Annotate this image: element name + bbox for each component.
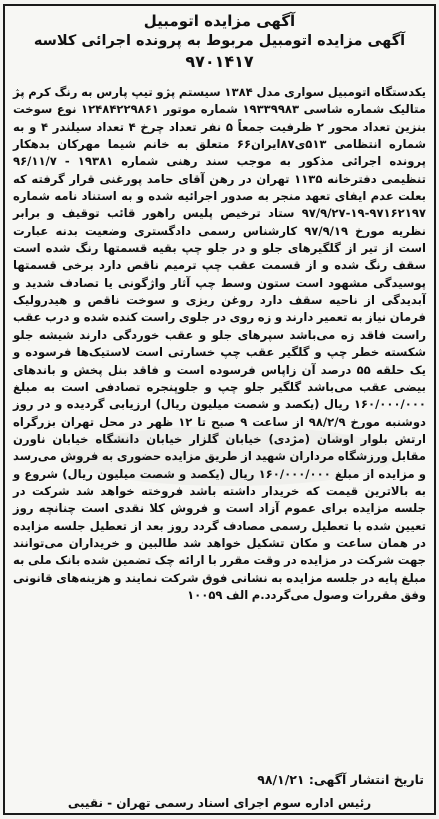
signature-line: رئیس اداره سوم اجرای اسناد رسمی تهران - نقیبی [67, 796, 372, 810]
notice-header [5, 6, 434, 72]
notice-title: آگهی مزایده اتومبیل [143, 12, 296, 30]
publish-date: تاریخ انتشار آگهی: ۹۸/۱/۲۱ [257, 772, 424, 787]
notice-paragraph: یکدستگاه اتومبیل سواری مدل ۱۳۸۴ سیستم پژو تیپ پارس به رنگ کرم پژ متالیک شماره شاسی ۱۹۳۳۹۹۸۳ شماره موتور ۱۲۴۸۴۲۲۹۸۶۱ نوع سوخت بنزین تعداد محور ۲ ظرفیت جمعاً ۵ نفر تعداد چرخ ۴ تعداد سیلندر ۴ و به شماره انتظامی ۵۱۳ی۸۷ایران۶۶ متعلق به خانم شیما مهرکان بدهکار پرونده اجرائی مذکور به موجب سند رهنی شماره ۱۹۳۸۱ - ۹۶/۱۱/۷ تنظیمی دفترخانه ۱۱۳۵ تهران در رهن آقای حامد پورغنی قرار گرفته که بعلت عدم ایفای تعهد منجر به صدور اجرائیه شده و به استناد نامه شماره ۹۷۱۶۲۱۹۷-۱۹-۹۷/۹/۲۷ ستاد ترخیص پلیس راهور قائب توقیف و برابر نظریه مورخ ۹۷/۹/۱۹ کارشناس رسمی دادگستری وضعیت بدنه عبارت است از تیر از گلگیرهای جلو و در جلو چپ بقیه قسمتها رنگ شده است سقف رنگ شده و از قسمت عقب چپ ترمیم ناقص دارد برخی قسمتها پوسیدگی مشهود است ستون وسط چپ آثار واژگونی یا تصادف شدید و آبدیدگی از ناحیه سقف دارد روغن ریزی و سوخت ناقص و هیدرولیک فرمان نیاز به تعمیر دارند و زه روی در جلوی راست کنده شده و درب عقب راست فاقد زه می‌باشد سپرهای جلو و عقب خوردگی دارند شیشه جلو شکسته خطر چپ و گلگیر عقب چپ خسارتی است لاستیک‌ها فرسوده و یک حلقه ۵۵ درصد آن زاپاس فرسوده است و فاقد بنل پخش و باندهای بیضی عقب می‌باشد گلگیر جلو چپ و جلوپنجره تصادفی است به مبلغ ۱۶۰/۰۰۰/۰۰۰ ریال (یکصد و شصت میلیون ریال) ارزیابی گردیده و در روز دوشنبه مورخ ۹۸/۲/۹ از ساعت ۹ صبح تا ۱۲ ظهر در محل تهران بزرگراه ارتش بلوار اوشان (مژدی) خیابان گلزار خیابان دانشگاه خیابان ناورن مقابل ورزشگاه مرداران شهید از طریق مزایده حضوری به فروش می‌رسد و مزایده از مبلغ ۱۶۰/۰۰۰/۰۰۰ ریال (یکصد و شصت میلیون ریال) شروع و به بالاترین قیمت که خریدار داشته باشد فروخته خواهد شد شرکت در جلسه مزایده برای عموم آزاد است و فروش کلا نقدی است چنانچه روز تعیین شده با تعطیل رسمی مصادف گردد روز بعد از تعطیل جلسه مزایده در همان ساعت و مکان تشکیل خواهد شد طالبین و خریداران می‌توانند جهت شرکت در مزایده در وقت مقرر با ارائه چک تضمین شده بانک ملی به مبلغ پایه در جلسه مزایده به نشانی فوق شرکت نمایند و هزینه‌های قانونی وفق مقررات وصول می‌گردد.م الف ۱۰۰۵۹ [13, 85, 426, 602]
notice-body [13, 84, 426, 604]
auction-notice [3, 4, 436, 815]
case-number: ۹۷۰۱۴۱۷ [185, 52, 254, 71]
notice-subtitle: آگهی مزایده اتومبیل مربوط به پرونده اجرائی کلاسه [33, 33, 406, 49]
